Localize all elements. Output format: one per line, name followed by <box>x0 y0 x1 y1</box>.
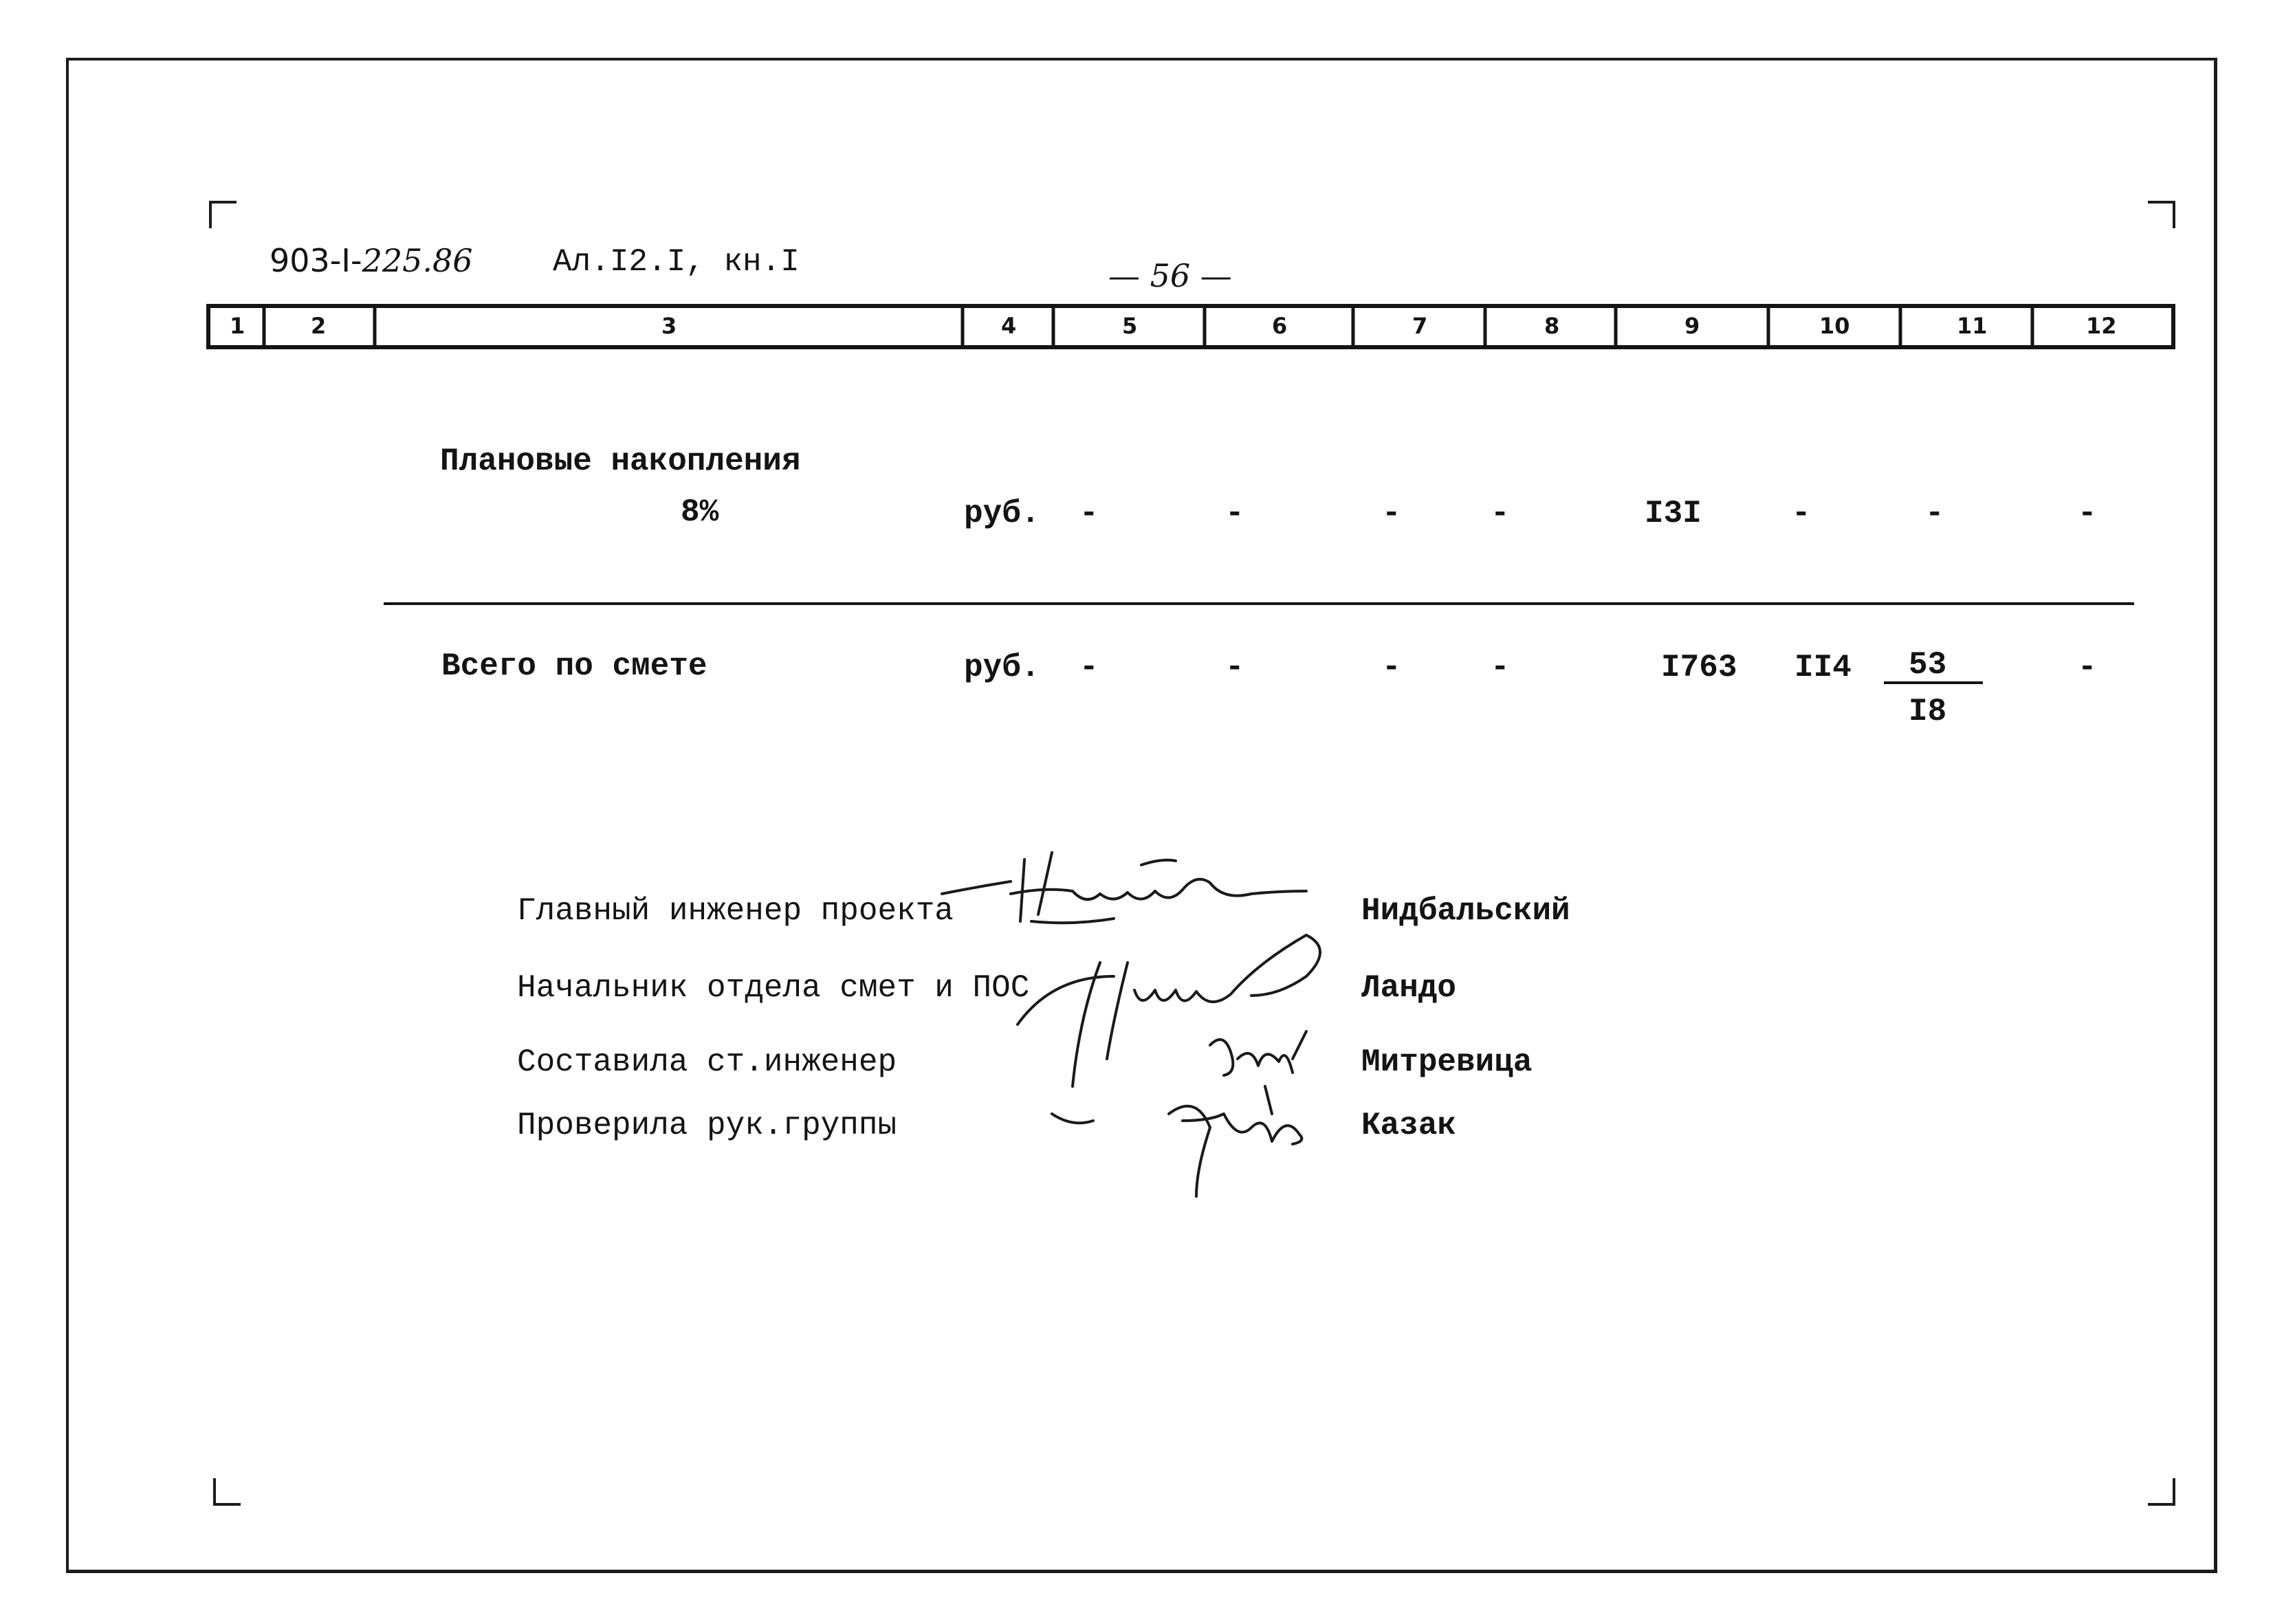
column-number-5: 5 <box>1122 313 1138 339</box>
cell-col-10: - <box>1792 496 1811 531</box>
column-number-12: 12 <box>2086 313 2117 339</box>
signature-name: Ландо <box>1361 970 1457 1006</box>
cell-col-11-denominator: I8 <box>1909 694 1947 729</box>
cell-col-10: II4 <box>1794 650 1852 685</box>
cell-col-8: - <box>1491 650 1510 685</box>
column-number-9: 9 <box>1684 313 1700 339</box>
cell-col-12: - <box>2078 496 2097 531</box>
column-number-8: 8 <box>1544 313 1560 339</box>
cell-col-7: - <box>1382 650 1401 685</box>
cell-col-6: - <box>1225 650 1244 685</box>
signature-role: Проверила рук.группы <box>517 1108 897 1143</box>
column-number-7: 7 <box>1412 313 1428 339</box>
signature-role: Составила ст.инженер <box>517 1044 897 1080</box>
column-number-3: 3 <box>661 313 677 339</box>
signature-role: Главный инженер проекта <box>517 893 954 929</box>
cell-col-12: - <box>2078 650 2097 685</box>
column-number-1: 1 <box>230 313 245 339</box>
column-number-6: 6 <box>1272 313 1288 339</box>
album-reference: Ал.I2.I, кн.I <box>553 244 800 280</box>
cell-col-6: - <box>1225 496 1244 531</box>
row-unit: руб. <box>964 496 1040 531</box>
column-number-10: 10 <box>1819 313 1850 339</box>
signature-name: Казак <box>1361 1108 1457 1143</box>
row-sublabel: 8% <box>681 494 719 530</box>
cell-col-5: - <box>1079 496 1099 531</box>
column-number-2: 2 <box>311 313 327 339</box>
column-number-4: 4 <box>1001 313 1017 339</box>
column-number-11: 11 <box>1957 313 1988 339</box>
row-label: Всего по смете <box>441 648 707 684</box>
cell-col-11: - <box>1925 496 1944 531</box>
document-code-prefix: 903-I- <box>270 242 362 279</box>
signature-name: Нидбальский <box>1361 893 1570 929</box>
cell-col-9: I3I <box>1645 496 1702 531</box>
signature-mark-4 <box>1052 1106 1302 1196</box>
cell-col-5: - <box>1079 650 1099 685</box>
signature-mark-2 <box>1018 935 1320 1086</box>
signature-mark-1 <box>942 853 1306 923</box>
cell-col-9: I763 <box>1661 650 1737 685</box>
row-label: Плановые накопления <box>440 443 801 479</box>
cell-col-7: - <box>1382 496 1401 531</box>
signature-role: Начальник отдела смет и ПОС <box>517 970 1030 1006</box>
document-code-handwritten: 225.86 <box>362 242 473 279</box>
row-unit: руб. <box>964 650 1040 685</box>
cell-col-8: - <box>1491 496 1510 531</box>
signature-mark-3 <box>1210 1031 1306 1114</box>
signature-name: Митревица <box>1361 1044 1533 1080</box>
page-number: — 56 — <box>1108 257 1232 294</box>
cell-col-11-numerator: 53 <box>1909 647 1947 683</box>
